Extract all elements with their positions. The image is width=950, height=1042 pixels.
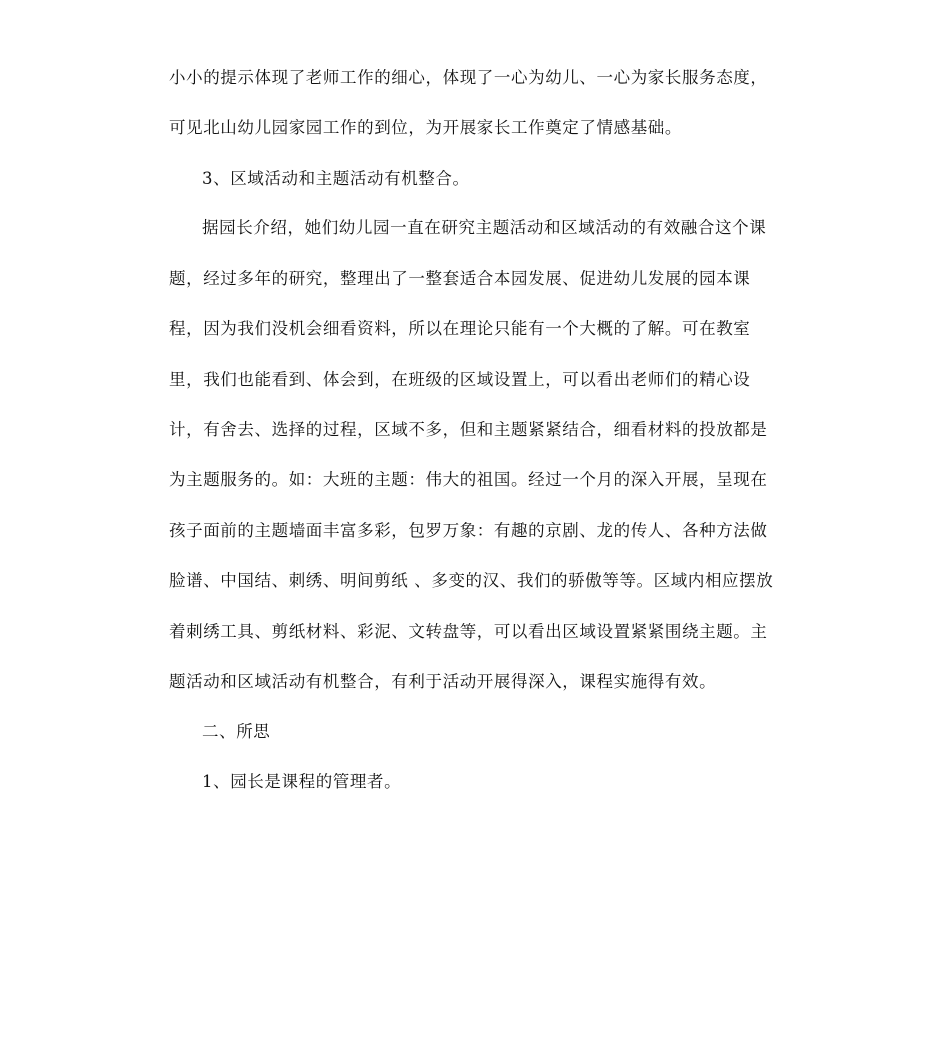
paragraph-line: 孩子面前的主题墙面丰富多彩，包罗万象：有趣的京剧、龙的传人、各种方法做 [169,521,768,540]
paragraph-line: 小小的提示体现了老师工作的细心，体现了一心为幼儿、一心为家长服务态度， [169,68,768,87]
section-heading: 1、园长是课程的管理者。 [202,772,402,791]
paragraph-line: 程，因为我们没机会细看资料，所以在理论只能有一个大概的了解。可在教室 [169,319,751,338]
paragraph-line: 里，我们也能看到、体会到，在班级的区域设置上，可以看出老师们的精心设 [169,370,751,389]
paragraph-line: 据园长介绍，她们幼儿园一直在研究主题活动和区域活动的有效融合这个课 [202,218,767,237]
paragraph-line: 为主题服务的。如：大班的主题：伟大的祖国。经过一个月的深入开展，呈现在 [169,470,768,489]
section-heading: 二、所思 [202,722,271,741]
section-heading: 3、区域活动和主题活动有机整合。 [202,169,470,188]
paragraph-line: 题活动和区域活动有机整合，有利于活动开展得深入，课程实施得有效。 [169,672,717,691]
paragraph-line: 题，经过多年的研究，整理出了一整套适合本园发展、促进幼儿发展的园本课 [169,269,751,288]
paragraph-line: 可见北山幼儿园家园工作的到位，为开展家长工作奠定了情感基础。 [169,118,682,137]
paragraph-line: 着刺绣工具、剪纸材料、彩泥、文转盘等，可以看出区域设置紧紧围绕主题。主 [169,622,768,641]
paragraph-line: 计，有舍去、选择的过程，区域不多，但和主题紧紧结合，细看材料的投放都是 [169,420,768,439]
paragraph-line: 脸谱、中国结、刺绣、明间剪纸 、多变的汉、我们的骄傲等等。区域内相应摆放 [169,571,774,590]
